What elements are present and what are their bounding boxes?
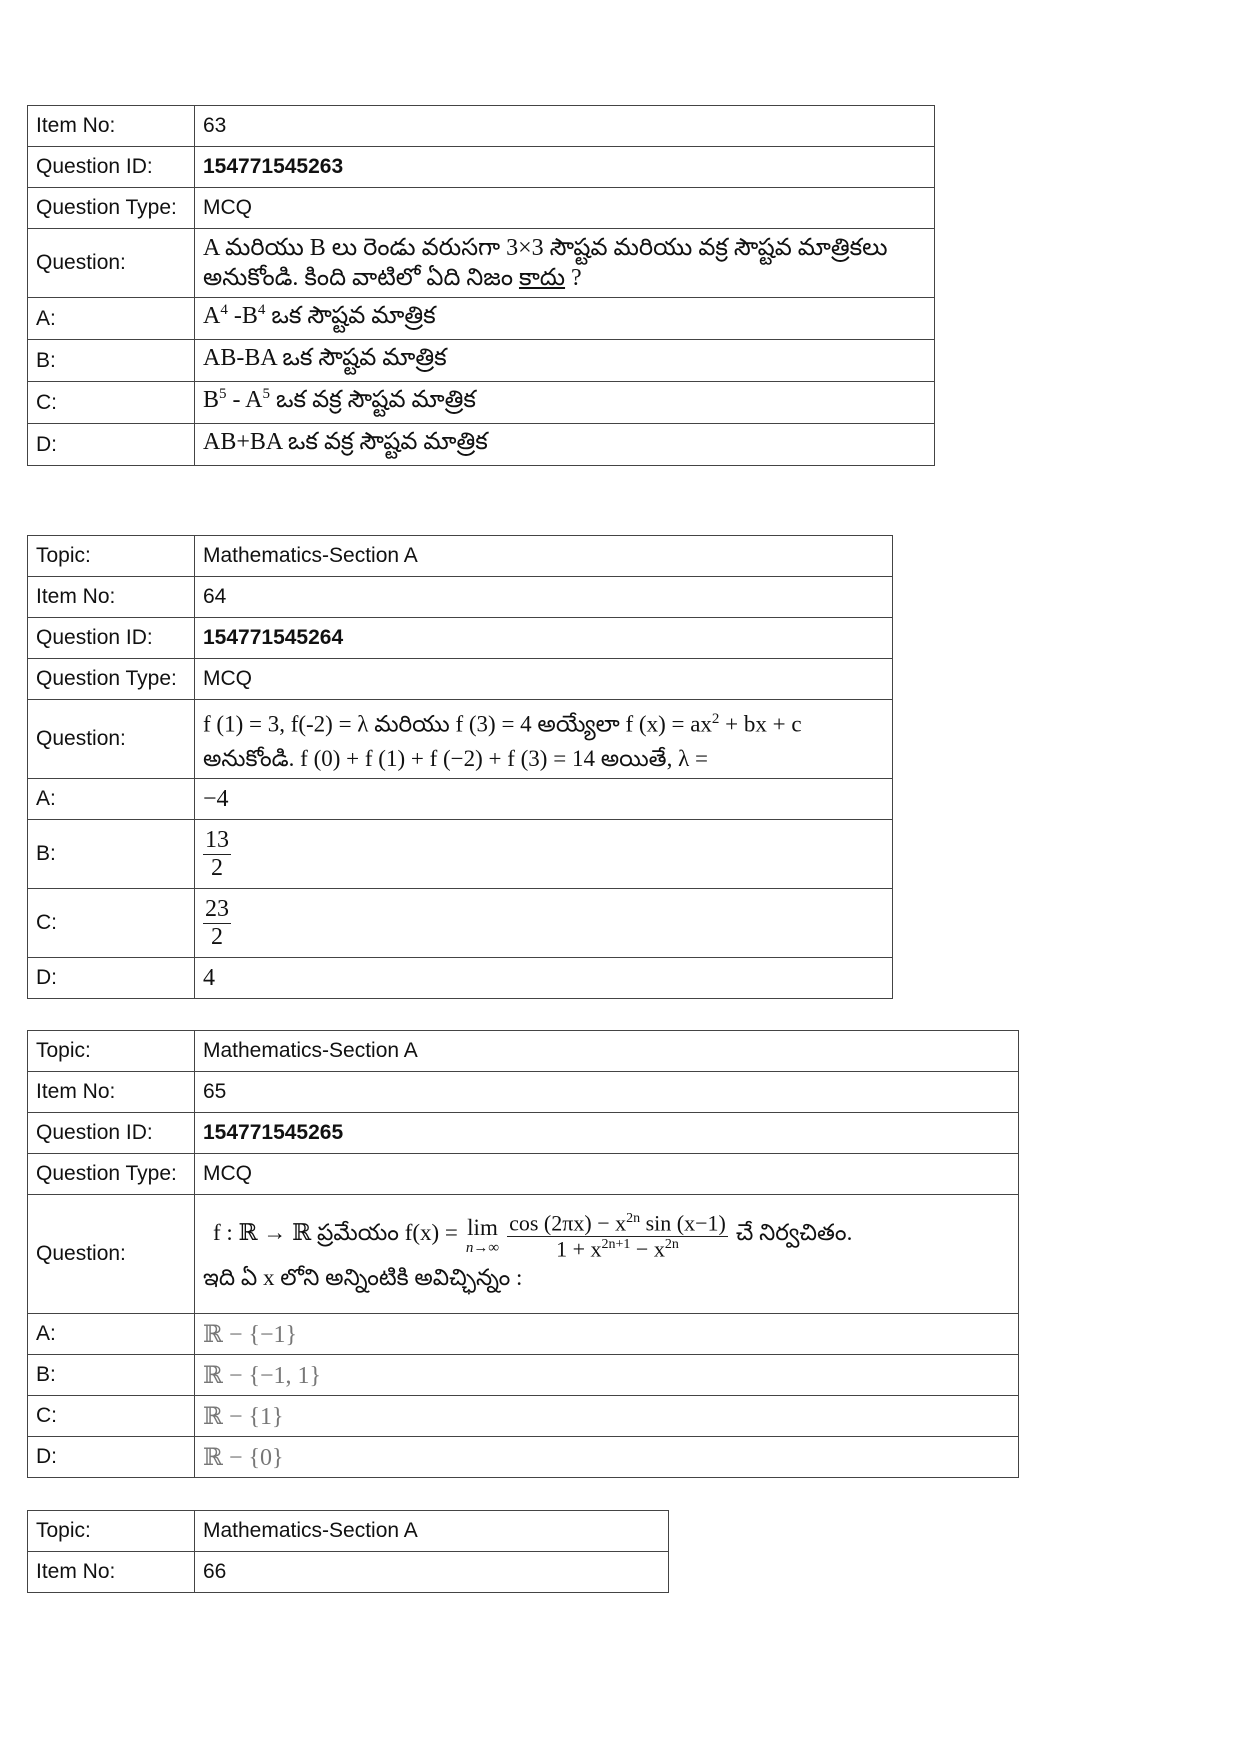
question-type-row xyxy=(28,1154,1019,1195)
option-b-row xyxy=(28,340,935,382)
limit-num-b: sin (x−1) xyxy=(640,1210,726,1236)
question-type-value: MCQ xyxy=(195,659,893,700)
option-d-label: D: xyxy=(28,424,195,466)
item-no-value: 66 xyxy=(195,1552,669,1593)
limit-den-exp2: 2n xyxy=(664,1236,679,1252)
option-c-denominator: 2 xyxy=(211,923,223,950)
item-no-value: 63 xyxy=(195,106,935,147)
question-label: Question: xyxy=(28,700,195,779)
question-text xyxy=(195,229,935,298)
option-c-base1: B xyxy=(203,387,220,413)
item-no-label: Item No: xyxy=(28,577,195,618)
option-a-label: A: xyxy=(28,779,195,820)
question-type-row xyxy=(28,659,893,700)
item-no-row xyxy=(28,1072,1019,1113)
question-line-1: A మరియు B లు రెండు వరుసగా 3×3 సౌష్టవ మరియు వక్ర సౌష్టవ మాత్రికలు xyxy=(203,235,888,261)
option-c-row xyxy=(28,1396,1019,1437)
limit-den-a: 1 + x xyxy=(556,1235,602,1261)
question-type-row xyxy=(28,188,935,229)
option-d-label: D: xyxy=(28,958,195,999)
topic-value: Mathematics-Section A xyxy=(195,1031,1019,1072)
option-a-rest: ఒక సౌష్టవ మాత్రిక xyxy=(265,303,436,329)
option-b-label: B: xyxy=(28,820,195,889)
option-d-label: D: xyxy=(28,1437,195,1478)
limit-num-exp: 2n xyxy=(626,1210,641,1226)
limit-subscript: n→∞ xyxy=(465,1240,500,1257)
option-b-row xyxy=(28,820,893,889)
option-b-numerator: 13 xyxy=(205,827,229,854)
question-text xyxy=(195,1195,1019,1314)
option-c-numerator: 23 xyxy=(205,896,229,923)
option-a-row xyxy=(28,1314,1019,1355)
option-c-text xyxy=(195,382,935,424)
question-id-value: 154771545263 xyxy=(195,147,935,188)
question-line-2-pre: అనుకోండి. కింది వాటిలో ఏది నిజం xyxy=(203,265,519,291)
option-a-exp1: 4 xyxy=(220,302,228,318)
question-line-2: ఇది ఏ x లోని అన్నింటికి అవిచ్ఛిన్నం : xyxy=(203,1265,523,1291)
question-type-label: Question Type: xyxy=(28,188,195,229)
option-b-label: B: xyxy=(28,340,195,382)
question-id-value: 154771545265 xyxy=(195,1113,1019,1154)
question-line-2-underline: కాదు xyxy=(518,265,566,291)
option-d-text: ℝ − {0} xyxy=(195,1437,1019,1478)
item-no-row xyxy=(28,577,893,618)
question-line-1a: f (1) = 3, f(-2) = λ మరియు f (3) = 4 అయ్యేలా f (x) = ax xyxy=(203,711,712,737)
option-b-text: ℝ − {−1, 1} xyxy=(195,1355,1019,1396)
option-c-label: C: xyxy=(28,1396,195,1437)
limit-numerator xyxy=(507,1211,728,1237)
option-c-fraction xyxy=(203,896,231,950)
question-table-65 xyxy=(27,1030,1019,1478)
item-no-value: 64 xyxy=(195,577,893,618)
option-b-fraction xyxy=(203,827,231,881)
question-formula-line xyxy=(203,1211,1010,1261)
option-a-label: A: xyxy=(28,298,195,340)
limit-den-exp1: 2n+1 xyxy=(601,1236,631,1252)
question-table-64 xyxy=(27,535,893,999)
option-a-row xyxy=(28,779,893,820)
option-d-text: AB+BA ఒక వక్ర సౌష్టవ మాత్రిక xyxy=(195,424,935,466)
option-a-mid: -B xyxy=(227,303,258,329)
question-id-row xyxy=(28,1113,1019,1154)
question-type-label: Question Type: xyxy=(28,1154,195,1195)
option-c-label: C: xyxy=(28,889,195,958)
option-a-text xyxy=(195,298,935,340)
item-no-value: 65 xyxy=(195,1072,1019,1113)
limit-fraction xyxy=(507,1211,728,1261)
option-c-label: C: xyxy=(28,382,195,424)
question-text xyxy=(195,700,893,779)
limit-label: lim xyxy=(467,1215,498,1241)
item-no-label: Item No: xyxy=(28,106,195,147)
option-c-rest: ఒక వక్ర సౌష్టవ మాత్రిక xyxy=(270,387,476,413)
question-table-63 xyxy=(27,105,935,466)
question-type-label: Question Type: xyxy=(28,659,195,700)
question-row xyxy=(28,700,893,779)
option-b-row xyxy=(28,1355,1019,1396)
option-a-base1: A xyxy=(203,303,221,329)
option-a-text: −4 xyxy=(195,779,893,820)
option-c-mid: - A xyxy=(226,387,263,413)
option-a-exp2: 4 xyxy=(257,302,266,318)
option-d-row xyxy=(28,958,893,999)
option-d-row xyxy=(28,1437,1019,1478)
topic-row xyxy=(28,536,893,577)
limit-denominator xyxy=(554,1237,681,1262)
question-label: Question: xyxy=(28,1195,195,1314)
question-pre: f : ℝ → ℝ ప్రమేయం f(x) = xyxy=(213,1220,458,1245)
option-a-label: A: xyxy=(28,1314,195,1355)
question-row xyxy=(28,1195,1019,1314)
limit-num-a: cos (2πx) − x xyxy=(509,1210,627,1236)
option-b-label: B: xyxy=(28,1355,195,1396)
item-no-label: Item No: xyxy=(28,1552,195,1593)
question-type-value: MCQ xyxy=(195,1154,1019,1195)
question-line-1-exp: 2 xyxy=(711,711,720,728)
question-row xyxy=(28,229,935,298)
topic-value: Mathematics-Section A xyxy=(195,1511,669,1552)
option-c-exp2: 5 xyxy=(262,386,271,402)
question-line-2-post: ? xyxy=(565,265,582,291)
topic-label: Topic: xyxy=(28,1511,195,1552)
question-id-value: 154771545264 xyxy=(195,618,893,659)
item-no-row xyxy=(28,106,935,147)
topic-value: Mathematics-Section A xyxy=(195,536,893,577)
option-b-text xyxy=(195,820,893,889)
option-c-exp1: 5 xyxy=(219,386,227,402)
question-type-value: MCQ xyxy=(195,188,935,229)
item-no-label: Item No: xyxy=(28,1072,195,1113)
question-id-row xyxy=(28,147,935,188)
topic-row xyxy=(28,1511,669,1552)
topic-label: Topic: xyxy=(28,1031,195,1072)
topic-label: Topic: xyxy=(28,536,195,577)
option-c-row xyxy=(28,382,935,424)
question-id-label: Question ID: xyxy=(28,1113,195,1154)
topic-row xyxy=(28,1031,1019,1072)
option-c-text xyxy=(195,889,893,958)
limit-den-b: − x xyxy=(630,1235,665,1261)
question-label: Question: xyxy=(28,229,195,298)
option-c-text: ℝ − {1} xyxy=(195,1396,1019,1437)
question-id-label: Question ID: xyxy=(28,618,195,659)
option-d-text: 4 xyxy=(195,958,893,999)
question-line-1b: + bx + c xyxy=(719,711,802,737)
option-c-row xyxy=(28,889,893,958)
question-post: చే నిర్వచితం. xyxy=(735,1220,853,1245)
option-d-row xyxy=(28,424,935,466)
limit-operator xyxy=(466,1215,499,1257)
option-a-row xyxy=(28,298,935,340)
question-table-66 xyxy=(27,1510,669,1593)
question-line-2: అనుకోండి. f (0) + f (1) + f (−2) + f (3) = 14 అయితే, λ = xyxy=(203,745,708,771)
item-no-row xyxy=(28,1552,669,1593)
question-id-label: Question ID: xyxy=(28,147,195,188)
question-id-row xyxy=(28,618,893,659)
option-b-text: AB-BA ఒక సౌష్టవ మాత్రిక xyxy=(195,340,935,382)
option-a-text: ℝ − {−1} xyxy=(195,1314,1019,1355)
option-b-denominator: 2 xyxy=(211,854,223,881)
